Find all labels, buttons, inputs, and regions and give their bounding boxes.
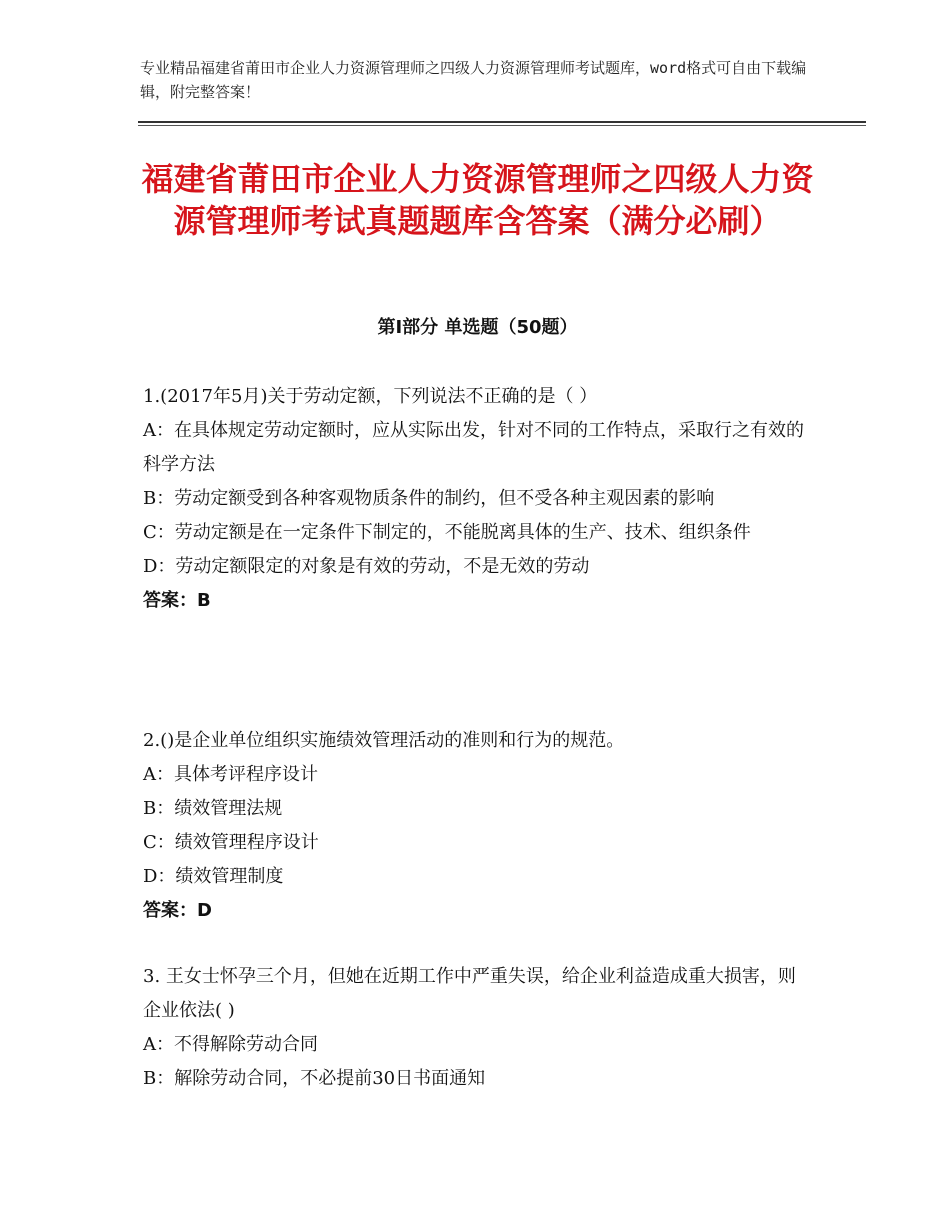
option-d: D：劳动定额限定的对象是有效的劳动，不是无效的劳动 [143,556,590,577]
option-c: C：劳动定额是在一定条件下制定的，不能脱离具体的生产、技术、组织条件 [143,522,751,543]
answer: 答案：B [143,590,211,611]
header-note: 专业精品福建省莆田市企业人力资源管理师之四级人力资源管理师考试题库，word格式可自由下载编辑，附完整答案！ [140,59,807,101]
question-stem: 3. 王女士怀孕三个月，但她在近期工作中严重失误，给企业利益造成重大损害，则企业依法( ) [143,966,796,1021]
option-a: A：不得解除劳动合同 [143,1034,318,1055]
option-d: D：绩效管理制度 [143,866,284,887]
header-divider-thin [138,125,866,126]
option-b: B：解除劳动合同，不必提前30日书面通知 [143,1068,486,1089]
document-title: 福建省莆田市企业人力资源管理师之四级人力资源管理师考试真题题库含答案（满分必刷） [141,160,814,240]
option-a: A：具体考评程序设计 [143,764,318,785]
option-a: A：在具体规定劳动定额时，应从实际出发，针对不同的工作特点，采取行之有效的科学方法 [143,420,804,475]
option-c: C：绩效管理程序设计 [143,832,319,853]
question-stem: 1.(2017年5月)关于劳动定额，下列说法不正确的是（ ） [143,386,598,407]
section-heading: 第Ⅰ部分 单选题（50题） [377,317,578,338]
answer: 答案：D [143,900,212,921]
option-b: B：劳动定额受到各种客观物质条件的制约，但不受各种主观因素的影响 [143,488,715,509]
question-stem: 2.()是企业单位组织实施绩效管理活动的准则和行为的规范。 [143,730,625,751]
option-b: B：绩效管理法规 [143,798,283,819]
question-3 [143,960,813,1096]
question-2 [143,724,813,928]
header-divider [138,121,866,123]
question-1 [143,380,813,618]
